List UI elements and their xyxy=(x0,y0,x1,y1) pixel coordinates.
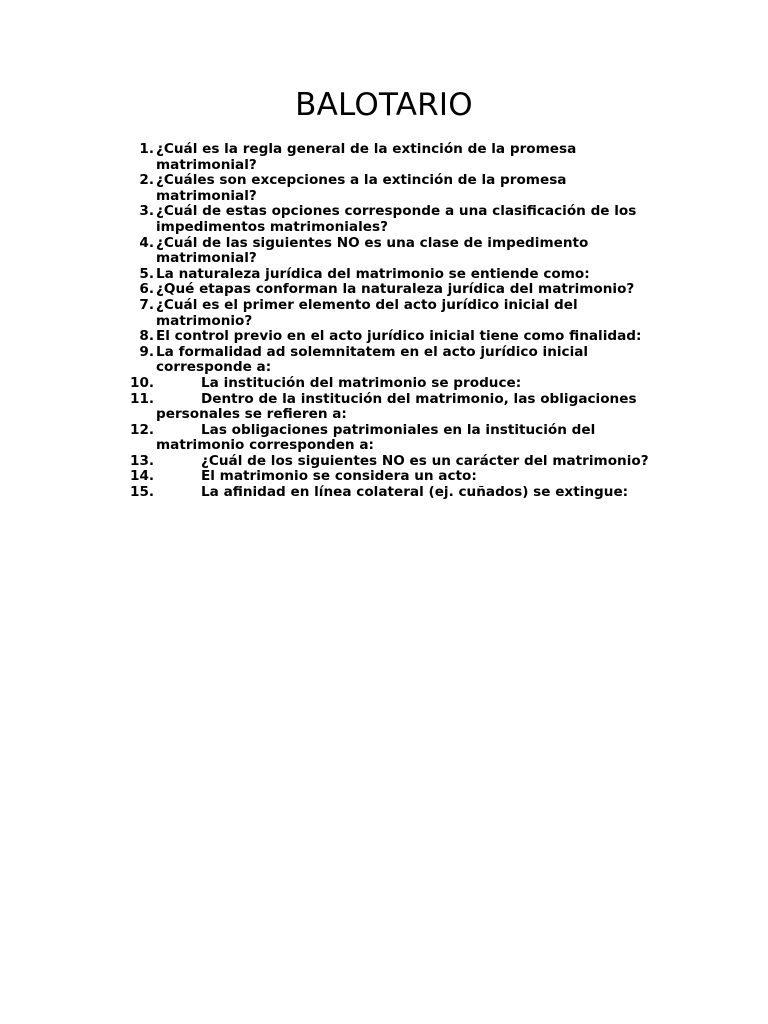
question-number: 5. xyxy=(139,265,154,282)
question-text: La institución del matrimonio se produce: xyxy=(201,374,522,391)
question-item xyxy=(130,485,670,501)
question-number: 7. xyxy=(139,296,154,313)
question-item xyxy=(130,173,670,204)
question-text: Dentro de la institución del matrimonio, las obligaciones personales se refieren a: xyxy=(156,390,637,423)
question-number: 13. xyxy=(130,452,155,469)
question-item xyxy=(130,454,670,470)
question-number: 6. xyxy=(139,281,154,298)
question-item xyxy=(130,345,670,376)
question-item xyxy=(130,282,670,298)
question-text: La afinidad en línea colateral (ej. cuñados) se extingue: xyxy=(201,484,629,501)
question-number: 9. xyxy=(139,343,154,360)
question-list xyxy=(130,142,670,501)
question-text: El matrimonio se considera un acto: xyxy=(201,468,477,485)
question-item xyxy=(130,298,670,329)
question-item xyxy=(130,392,670,423)
question-number: 4. xyxy=(139,234,154,251)
question-item xyxy=(130,236,670,267)
question-text: La naturaleza jurídica del matrimonio se entiende como: xyxy=(156,265,590,282)
question-text: ¿Cuáles son excepciones a la extinción de la promesa matrimonial? xyxy=(156,172,567,204)
question-number: 11. xyxy=(130,390,155,407)
question-number: 2. xyxy=(139,172,154,189)
question-number: 15. xyxy=(130,484,155,501)
question-number: 8. xyxy=(139,328,154,345)
question-item xyxy=(130,469,670,485)
question-text: ¿Qué etapas conforman la naturaleza jurídica del matrimonio? xyxy=(156,281,635,298)
page-title: BALOTARIO xyxy=(295,87,473,123)
question-number: 12. xyxy=(130,421,155,438)
question-number: 10. xyxy=(130,374,155,391)
question-number: 14. xyxy=(130,468,155,485)
question-text: El control previo en el acto jurídico inicial tiene como finalidad: xyxy=(156,328,642,345)
question-item xyxy=(130,204,670,235)
question-text: ¿Cuál de las siguientes NO es una clase de impedimento matrimonial? xyxy=(156,234,589,267)
question-text: La formalidad ad solemnitatem en el acto jurídico inicial corresponde a: xyxy=(156,343,589,376)
question-item xyxy=(130,142,670,173)
question-text: ¿Cuál es el primer elemento del acto jurídico inicial del matrimonio? xyxy=(156,296,578,329)
question-item xyxy=(130,423,670,454)
question-text: ¿Cuál es la regla general de la extinción de la promesa matrimonial? xyxy=(156,141,577,173)
question-item xyxy=(130,376,670,392)
question-number: 1. xyxy=(139,141,154,157)
question-text: ¿Cuál de estas opciones corresponde a una clasificación de los impedimentos matrimoniales? xyxy=(156,203,637,235)
question-number: 3. xyxy=(139,203,154,220)
question-text: ¿Cuál de los siguientes NO es un carácter del matrimonio? xyxy=(201,452,649,469)
question-item xyxy=(130,267,670,283)
question-item xyxy=(130,329,670,345)
question-text: Las obligaciones patrimoniales en la institución del matrimonio corresponden a: xyxy=(156,421,596,454)
